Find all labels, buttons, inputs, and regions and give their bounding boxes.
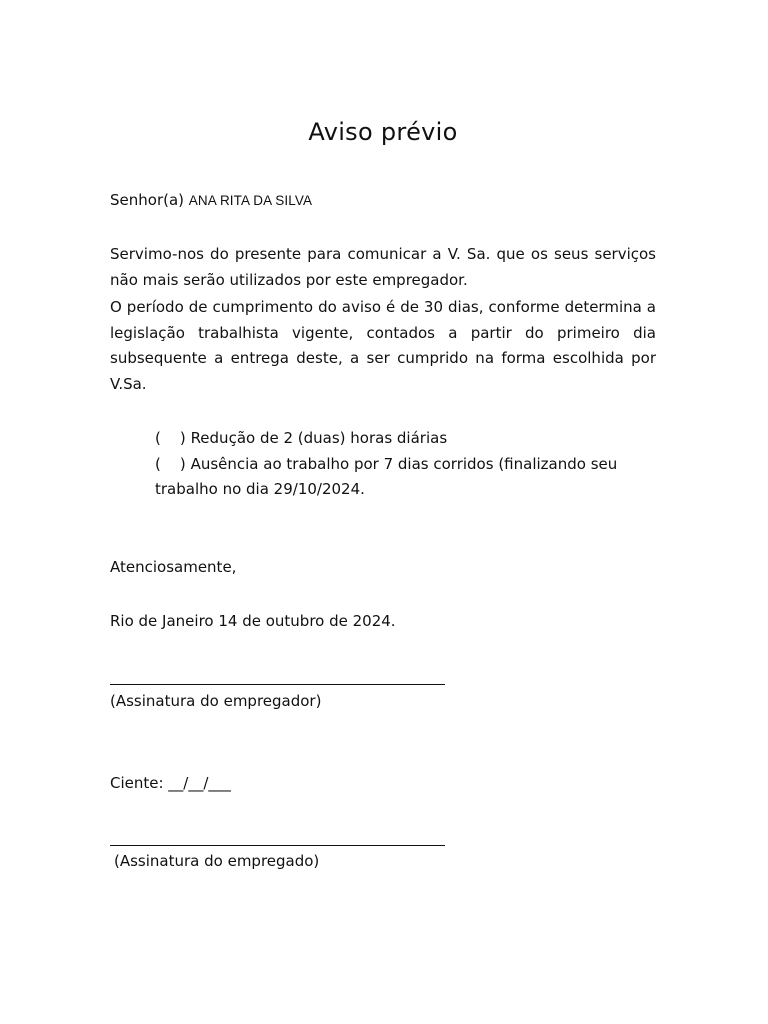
option-hour-reduction bbox=[155, 426, 645, 452]
employee-signature-line bbox=[110, 845, 445, 846]
greeting-line bbox=[110, 188, 656, 213]
employer-signature-line bbox=[110, 684, 445, 685]
place-and-date: Rio de Janeiro 14 de outubro de 2024. bbox=[110, 612, 396, 630]
greeting-prefix: Senhor(a) bbox=[110, 191, 185, 209]
option-checkbox-mark: ( ) bbox=[155, 429, 186, 447]
paragraph-dismissal-notice: Servimo-nos do presente para comunicar a V. Sa. que os seus serviços não mais serão utilizados por este empregador. bbox=[110, 245, 656, 289]
option-label: Redução de 2 (duas) horas diárias bbox=[190, 429, 448, 447]
document-title: Aviso prévio bbox=[308, 118, 458, 146]
option-label: Ausência ao trabalho por 7 dias corridos (finalizando seu trabalho no dia 29/10/2024. bbox=[155, 454, 618, 499]
acknowledgement-date: Ciente: __/__/___ bbox=[110, 774, 231, 792]
recipient-name: ANA RITA DA SILVA bbox=[188, 193, 313, 208]
notice-options-list bbox=[155, 426, 645, 503]
employer-signature-label: (Assinatura do empregador) bbox=[110, 692, 322, 710]
option-checkbox-mark: ( ) bbox=[155, 454, 186, 473]
option-days-absence bbox=[155, 452, 645, 503]
employee-signature-label: (Assinatura do empregado) bbox=[114, 852, 320, 870]
closing-text: Atenciosamente, bbox=[110, 558, 237, 576]
paragraph-notice-period: O período de cumprimento do aviso é de 30 dias, conforme determina a legislação trabalhista vigente, contados a partir do primeiro dia subsequente a entrega deste, a ser cumprido na forma escolhida por V.Sa. bbox=[110, 298, 656, 394]
